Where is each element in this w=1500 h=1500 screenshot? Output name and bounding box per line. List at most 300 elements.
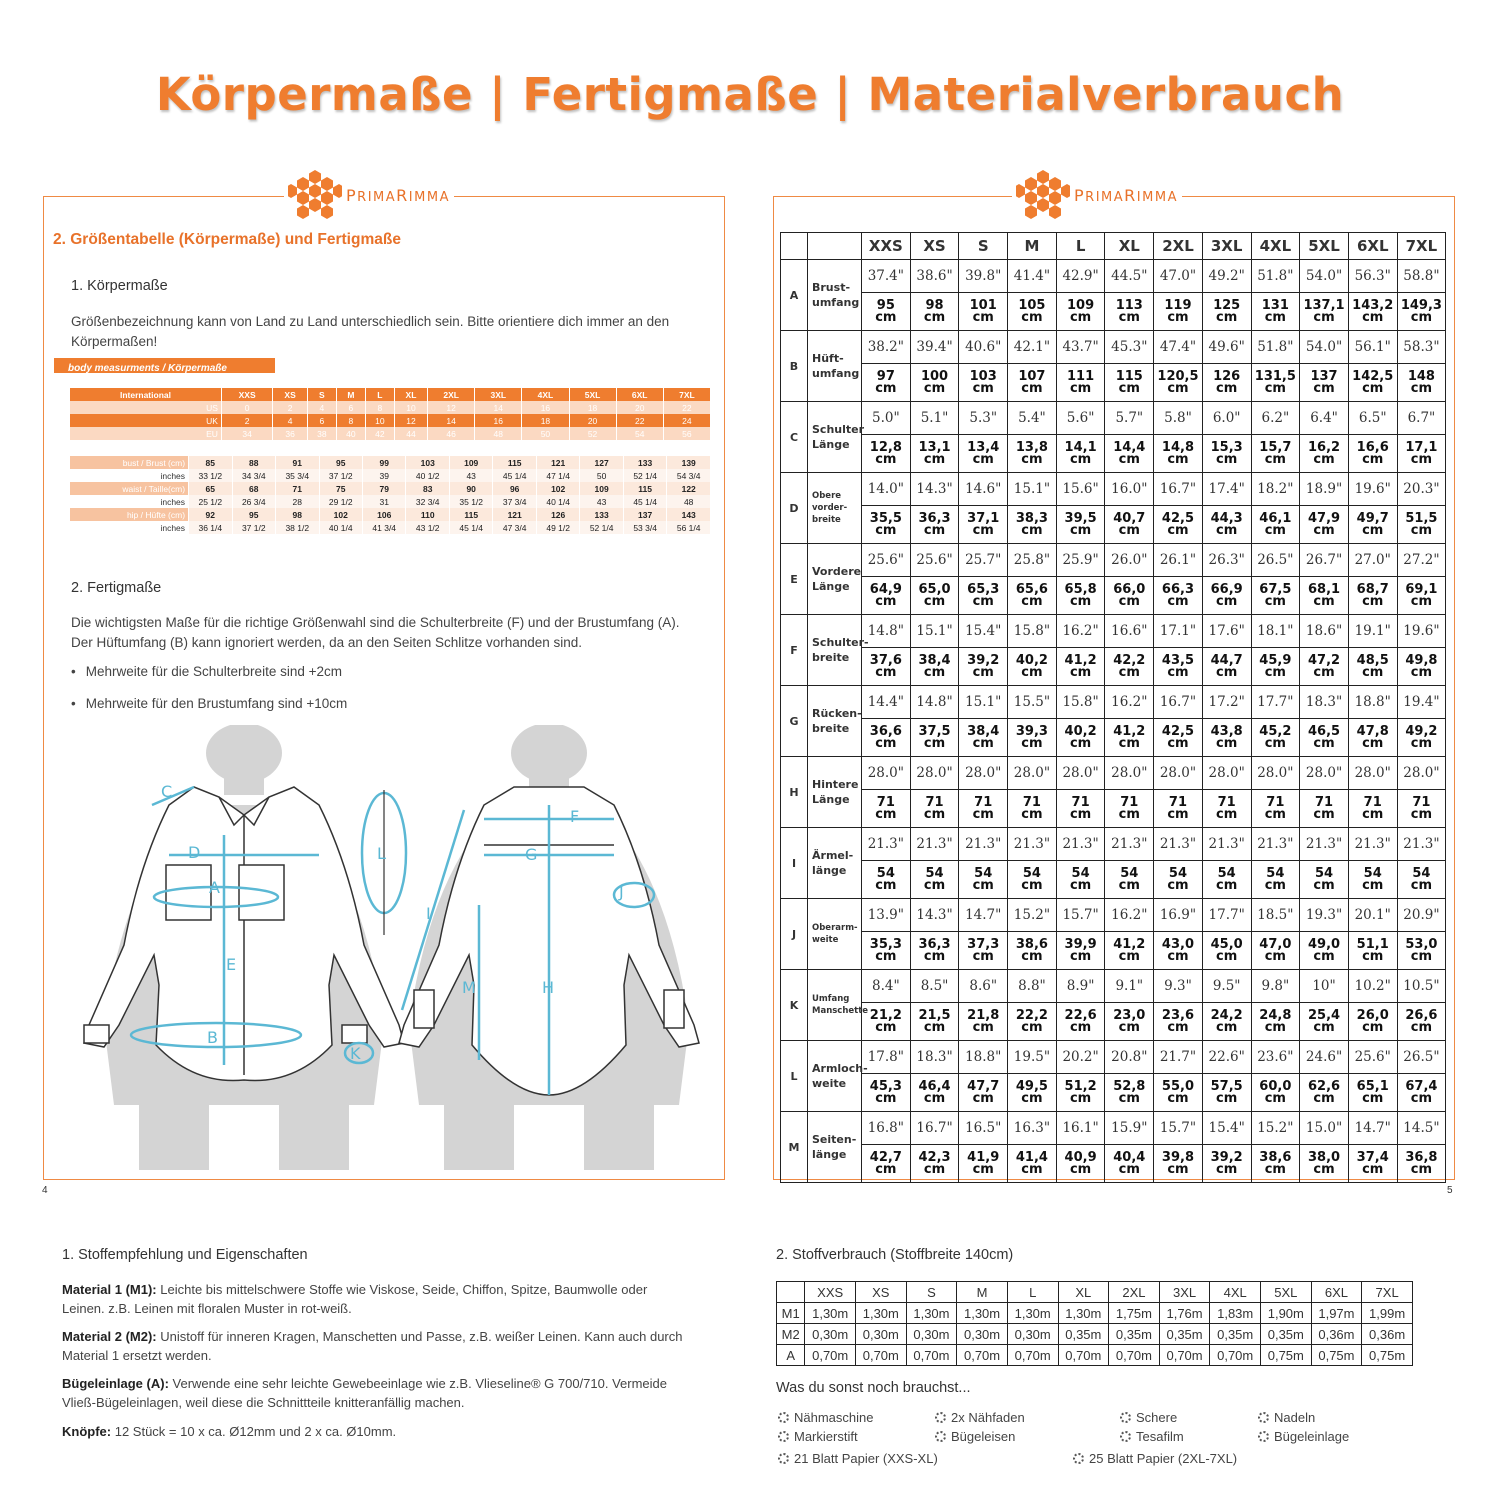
cm-unit: cm bbox=[1021, 806, 1043, 822]
cm-unit: cm bbox=[1264, 877, 1286, 893]
cm-cell bbox=[959, 861, 1008, 899]
cm-value: 43,0 bbox=[1161, 936, 1194, 952]
header-label: International bbox=[70, 388, 221, 401]
cm-value: 54 bbox=[1120, 865, 1139, 881]
cm-value: 98 bbox=[925, 297, 944, 313]
cm-value: 148 bbox=[1407, 368, 1435, 384]
cm-unit: cm bbox=[1216, 1019, 1238, 1035]
measurement-value: 68 bbox=[233, 482, 275, 495]
cm-unit: cm bbox=[1069, 735, 1092, 751]
fabric-item bbox=[62, 1280, 692, 1318]
conversion-value: 14 bbox=[428, 414, 474, 427]
inch-value: 15.2" bbox=[1251, 1112, 1300, 1145]
cm-unit: cm bbox=[972, 522, 994, 538]
consumption-value: 1,30m bbox=[856, 1303, 907, 1324]
cm-value: 60,0 bbox=[1259, 1078, 1292, 1094]
inch-value: 16.9" bbox=[1154, 899, 1203, 932]
consumption-value: 0,75m bbox=[1311, 1345, 1362, 1366]
inch-value: 18.2" bbox=[1251, 473, 1300, 506]
conversion-value: 6 bbox=[308, 414, 336, 427]
cm-value: 40,9 bbox=[1064, 1149, 1097, 1165]
cm-cell bbox=[910, 506, 959, 544]
consumption-value: 0,30m bbox=[957, 1324, 1008, 1345]
cm-cell bbox=[1154, 506, 1203, 544]
consumption-size: M bbox=[957, 1282, 1008, 1303]
cm-unit: cm bbox=[1410, 735, 1433, 751]
cm-cell bbox=[862, 364, 911, 402]
measurement-name bbox=[808, 828, 862, 899]
inch-value: 21.3" bbox=[862, 828, 911, 861]
cm-cell bbox=[1008, 1145, 1057, 1183]
label-f: F bbox=[570, 807, 580, 826]
inch-value: 17.4" bbox=[1202, 473, 1251, 506]
cm-value: 17,1 bbox=[1405, 439, 1438, 455]
measurement-inch-row bbox=[781, 402, 1446, 435]
inch-value: 17.2" bbox=[1202, 686, 1251, 719]
cm-unit: cm bbox=[972, 948, 994, 964]
cm-unit: cm bbox=[1264, 735, 1286, 751]
cm-value: 69,1 bbox=[1405, 581, 1438, 597]
cm-cell bbox=[1397, 435, 1446, 473]
cm-value: 142,5 bbox=[1352, 368, 1394, 384]
consumption-size: S bbox=[906, 1282, 957, 1303]
cm-cell bbox=[1154, 1003, 1203, 1041]
cm-cell bbox=[862, 1145, 911, 1183]
cm-cell bbox=[1397, 790, 1446, 828]
cm-cell bbox=[1202, 648, 1251, 686]
inch-value: 41.4" bbox=[1008, 260, 1057, 293]
inch-value: 5.7" bbox=[1105, 402, 1154, 435]
brand-logo-right bbox=[1012, 168, 1182, 222]
measurement-letter: K bbox=[781, 970, 808, 1041]
cm-value: 38,4 bbox=[918, 652, 951, 668]
inch-value: 16.5" bbox=[959, 1112, 1008, 1145]
cm-unit: cm bbox=[1021, 1090, 1043, 1106]
cm-cell bbox=[1154, 1074, 1203, 1112]
inch-value: 16.6" bbox=[1105, 615, 1154, 648]
inch-value: 21.3" bbox=[1008, 828, 1057, 861]
cm-cell bbox=[959, 648, 1008, 686]
measurement-value: 38 1/2 bbox=[276, 521, 318, 534]
conversion-value: 18 bbox=[570, 401, 616, 414]
cm-value: 101 bbox=[969, 297, 997, 313]
inch-value: 9.5" bbox=[1202, 970, 1251, 1003]
logo-letter: M bbox=[1101, 189, 1114, 205]
consumption-value: 0,35m bbox=[1058, 1324, 1109, 1345]
consumption-value: 1,30m bbox=[805, 1303, 856, 1324]
cm-unit: cm bbox=[875, 664, 897, 680]
cm-cell bbox=[1251, 861, 1300, 899]
cm-cell bbox=[1300, 861, 1349, 899]
inch-value: 18.3" bbox=[1300, 686, 1349, 719]
label-m: M bbox=[462, 978, 476, 997]
cm-cell bbox=[1251, 932, 1300, 970]
cm-value: 54 bbox=[1314, 865, 1334, 881]
measurement-value: 45 1/4 bbox=[450, 521, 492, 534]
cm-cell bbox=[959, 1145, 1008, 1183]
conversion-value: 44 bbox=[395, 427, 427, 440]
inch-value: 45.3" bbox=[1105, 331, 1154, 364]
measurement-name bbox=[808, 1041, 868, 1112]
need-item bbox=[1120, 1410, 1177, 1425]
cm-unit: cm bbox=[875, 380, 897, 396]
measurement-value: 49 1/2 bbox=[537, 521, 579, 534]
measurement-inch-row bbox=[781, 828, 1446, 861]
cm-unit: cm bbox=[923, 806, 946, 822]
hexagon-logo-icon bbox=[288, 168, 342, 222]
inch-value: 28.0" bbox=[1056, 757, 1105, 790]
table-label-text: body measurments / Körpermaße bbox=[68, 363, 227, 374]
cm-unit: cm bbox=[1313, 1090, 1335, 1106]
cm-value: 37,6 bbox=[869, 652, 902, 668]
cm-value: 25,4 bbox=[1307, 1007, 1341, 1023]
cm-cell bbox=[959, 435, 1008, 473]
consumption-size: 2XL bbox=[1109, 1282, 1160, 1303]
measurement-letter: I bbox=[781, 828, 808, 899]
inch-value: 28.0" bbox=[1105, 757, 1154, 790]
cm-unit: cm bbox=[1118, 735, 1140, 751]
measurement-name bbox=[808, 1112, 862, 1183]
measurement-cm-row bbox=[781, 1145, 1446, 1183]
cm-unit: cm bbox=[1167, 380, 1189, 396]
cm-unit: cm bbox=[1362, 309, 1384, 325]
conversion-value: 12 bbox=[428, 401, 474, 414]
inch-value: 16.2" bbox=[1105, 899, 1154, 932]
cm-cell bbox=[1008, 577, 1057, 615]
cm-value: 71 bbox=[1266, 794, 1285, 810]
cm-cell bbox=[1397, 1145, 1446, 1183]
inch-value: 9.1" bbox=[1105, 970, 1154, 1003]
inch-value: 25.7" bbox=[959, 544, 1008, 577]
cm-unit: cm bbox=[1021, 877, 1043, 893]
measurement-name-part: umfang bbox=[812, 367, 860, 380]
gear-icon bbox=[1120, 1431, 1131, 1442]
cm-unit: cm bbox=[923, 593, 946, 609]
measurement-value: 99 bbox=[363, 456, 405, 469]
conversion-value: 4 bbox=[308, 401, 336, 414]
measurement-letter: H bbox=[781, 757, 808, 828]
inch-value: 21.3" bbox=[959, 828, 1008, 861]
inch-value: 25.9" bbox=[1056, 544, 1105, 577]
conversion-row bbox=[70, 414, 710, 427]
inch-value: 16.3" bbox=[1008, 1112, 1057, 1145]
cm-value: 107 bbox=[1018, 368, 1046, 384]
cm-value: 71 bbox=[1314, 794, 1334, 810]
cm-cell bbox=[1056, 861, 1105, 899]
cm-unit: cm bbox=[1313, 735, 1335, 751]
measurement-cm-row bbox=[781, 435, 1446, 473]
cm-cell bbox=[1251, 577, 1300, 615]
cm-value: 21,5 bbox=[918, 1007, 951, 1023]
cm-value: 24,8 bbox=[1259, 1007, 1292, 1023]
cm-unit: cm bbox=[1118, 593, 1140, 609]
header-size: XS bbox=[273, 388, 307, 401]
cm-value: 97 bbox=[876, 368, 895, 384]
need-item-label: Tesafilm bbox=[1136, 1429, 1184, 1444]
inch-value: 28.0" bbox=[1348, 757, 1397, 790]
measurement-value: 34 3/4 bbox=[233, 469, 275, 482]
consumption-value: 0,30m bbox=[856, 1324, 907, 1345]
cm-cell bbox=[862, 1074, 911, 1112]
cm-cell bbox=[1202, 932, 1251, 970]
left-heading: 2. Größentabelle (Körpermaße) und Fertigmaße bbox=[53, 231, 401, 248]
cm-cell bbox=[1300, 648, 1349, 686]
header-size: 5XL bbox=[570, 388, 616, 401]
cm-cell bbox=[959, 293, 1008, 331]
inch-value: 20.9" bbox=[1397, 899, 1446, 932]
measurement-name-part: breite bbox=[812, 722, 850, 735]
conversion-value: 2 bbox=[273, 401, 307, 414]
cm-unit: cm bbox=[1313, 522, 1335, 538]
cm-value: 40,7 bbox=[1113, 510, 1146, 526]
cm-cell bbox=[1251, 364, 1300, 402]
table-label bbox=[54, 358, 275, 373]
consumption-row bbox=[777, 1324, 1413, 1345]
cm-value: 40,4 bbox=[1113, 1149, 1146, 1165]
cm-unit: cm bbox=[1021, 593, 1043, 609]
inch-value: 40.6" bbox=[959, 331, 1008, 364]
cm-value: 23,6 bbox=[1161, 1007, 1194, 1023]
cm-unit: cm bbox=[1118, 451, 1140, 467]
measurement-name bbox=[808, 686, 862, 757]
consumption-value: 0,35m bbox=[1261, 1324, 1312, 1345]
size-header-row bbox=[781, 233, 1446, 260]
cm-cell bbox=[1300, 932, 1349, 970]
inch-value: 15.0" bbox=[1300, 1112, 1349, 1145]
cm-cell bbox=[1300, 1145, 1349, 1183]
measurement-name-part: Manschette bbox=[812, 1006, 869, 1016]
inch-value: 14.7" bbox=[959, 899, 1008, 932]
cm-cell bbox=[862, 719, 911, 757]
inch-value: 8.5" bbox=[910, 970, 959, 1003]
consumption-size: XL bbox=[1058, 1282, 1109, 1303]
cm-cell bbox=[862, 506, 911, 544]
cm-cell bbox=[1008, 506, 1057, 544]
cm-unit: cm bbox=[1410, 806, 1433, 822]
measurement-value: 98 bbox=[276, 508, 318, 521]
header-size: L bbox=[366, 388, 394, 401]
cm-cell bbox=[1202, 1074, 1251, 1112]
section1-text: Größenbezeichnung kann von Land zu Land unterschiedlich sein. Bitte orientiere dich immer an den Körpermaßen! bbox=[71, 314, 670, 349]
measurement-inch-row bbox=[781, 331, 1446, 364]
cm-unit: cm bbox=[923, 451, 946, 467]
consumption-value: 0,70m bbox=[1058, 1345, 1109, 1366]
cm-unit: cm bbox=[1362, 948, 1384, 964]
inch-value: 16.7" bbox=[910, 1112, 959, 1145]
inch-value: 9.3" bbox=[1154, 970, 1203, 1003]
measurement-name-part: weite bbox=[812, 935, 839, 945]
inch-value: 16.1" bbox=[1056, 1112, 1105, 1145]
inch-value: 18.3" bbox=[910, 1041, 959, 1074]
conversion-value: 48 bbox=[475, 427, 521, 440]
cm-cell bbox=[1348, 719, 1397, 757]
cm-value: 46,5 bbox=[1307, 723, 1341, 739]
measurement-row bbox=[70, 456, 710, 469]
cm-unit: cm bbox=[1118, 1090, 1140, 1106]
inch-value: 51.8" bbox=[1251, 260, 1300, 293]
inch-value: 19.3" bbox=[1300, 899, 1349, 932]
consumption-row bbox=[777, 1303, 1413, 1324]
cm-unit: cm bbox=[972, 664, 994, 680]
measurement-label: inches bbox=[70, 521, 188, 534]
measurement-value: 83 bbox=[406, 482, 448, 495]
inch-value: 28.0" bbox=[1397, 757, 1446, 790]
cm-unit: cm bbox=[1118, 309, 1140, 325]
size-header: 2XL bbox=[1154, 233, 1203, 260]
inch-value: 21.3" bbox=[910, 828, 959, 861]
cm-cell bbox=[1300, 1074, 1349, 1112]
inch-value: 27.0" bbox=[1348, 544, 1397, 577]
consumption-row bbox=[777, 1345, 1413, 1366]
cm-value: 16,6 bbox=[1356, 439, 1389, 455]
cm-cell bbox=[1105, 1003, 1154, 1041]
cm-unit: cm bbox=[972, 806, 994, 822]
inch-value: 44.5" bbox=[1105, 260, 1154, 293]
measurement-value: 137 bbox=[624, 508, 666, 521]
measurement-value: 79 bbox=[363, 482, 405, 495]
cm-cell bbox=[1397, 506, 1446, 544]
cm-value: 66,0 bbox=[1113, 581, 1146, 597]
cm-value: 71 bbox=[1071, 794, 1090, 810]
cm-value: 65,1 bbox=[1356, 1078, 1389, 1094]
inch-value: 21.3" bbox=[1348, 828, 1397, 861]
consumption-value: 0,36m bbox=[1311, 1324, 1362, 1345]
measurement-value: 115 bbox=[493, 456, 535, 469]
cm-cell bbox=[1008, 648, 1057, 686]
inch-value: 8.4" bbox=[862, 970, 911, 1003]
cm-unit: cm bbox=[1069, 1090, 1092, 1106]
measurement-value: 90 bbox=[450, 482, 492, 495]
cm-value: 54 bbox=[925, 865, 944, 881]
cm-unit: cm bbox=[1264, 380, 1286, 396]
cm-value: 65,3 bbox=[967, 581, 1000, 597]
measurement-value: 54 3/4 bbox=[667, 469, 710, 482]
cm-value: 44,7 bbox=[1210, 652, 1243, 668]
inch-value: 18.8" bbox=[959, 1041, 1008, 1074]
gear-icon bbox=[935, 1412, 946, 1423]
cm-value: 71 bbox=[1363, 794, 1382, 810]
measurement-value: 65 bbox=[189, 482, 231, 495]
conversion-value: 14 bbox=[475, 401, 521, 414]
cm-unit: cm bbox=[1021, 664, 1043, 680]
conversion-value: 22 bbox=[664, 401, 710, 414]
cm-value: 37,5 bbox=[918, 723, 951, 739]
measurement-letter: J bbox=[781, 899, 808, 970]
measurement-value: 95 bbox=[233, 508, 275, 521]
cm-unit: cm bbox=[1410, 451, 1433, 467]
cm-cell bbox=[1056, 648, 1105, 686]
cm-unit: cm bbox=[1313, 451, 1335, 467]
cm-cell bbox=[1105, 506, 1154, 544]
label-b: B bbox=[207, 1028, 218, 1047]
cm-value: 105 bbox=[1018, 297, 1046, 313]
cm-cell bbox=[1251, 648, 1300, 686]
cm-value: 39,2 bbox=[967, 652, 1000, 668]
logo-letter: R bbox=[357, 189, 368, 205]
measurement-name-part: Vordere bbox=[812, 565, 862, 578]
cm-cell bbox=[1056, 577, 1105, 615]
measurement-value: 40 1/4 bbox=[320, 521, 362, 534]
inch-value: 5.4" bbox=[1008, 402, 1057, 435]
cm-cell bbox=[910, 577, 959, 615]
inch-value: 21.3" bbox=[1251, 828, 1300, 861]
consumption-value: 0,35m bbox=[1159, 1324, 1210, 1345]
inch-value: 16.0" bbox=[1105, 473, 1154, 506]
label-j: J bbox=[619, 882, 624, 901]
consumption-value: 1,97m bbox=[1311, 1303, 1362, 1324]
cm-unit: cm bbox=[1313, 380, 1335, 396]
inch-value: 38.2" bbox=[862, 331, 911, 364]
cm-unit: cm bbox=[1362, 735, 1384, 751]
size-header: XS bbox=[910, 233, 959, 260]
cm-unit: cm bbox=[972, 451, 994, 467]
cm-unit: cm bbox=[875, 593, 897, 609]
cm-unit: cm bbox=[1167, 309, 1189, 325]
inch-value: 22.6" bbox=[1202, 1041, 1251, 1074]
measurement-inch-row bbox=[781, 1041, 1446, 1074]
cm-unit: cm bbox=[1216, 309, 1238, 325]
measurement-value: 121 bbox=[493, 508, 535, 521]
cm-value: 67,5 bbox=[1259, 581, 1292, 597]
measurement-letter: D bbox=[781, 473, 808, 544]
conversion-value: 20 bbox=[570, 414, 616, 427]
cm-value: 49,2 bbox=[1405, 723, 1438, 739]
cm-unit: cm bbox=[1264, 451, 1286, 467]
consumption-label: A bbox=[777, 1345, 805, 1366]
logo-letter: A bbox=[1113, 189, 1125, 205]
logo-letter: A bbox=[439, 189, 450, 205]
cm-cell bbox=[1251, 719, 1300, 757]
conversion-row bbox=[70, 427, 710, 440]
measurement-value: 133 bbox=[580, 508, 622, 521]
cm-cell bbox=[1202, 435, 1251, 473]
conversion-value: 4 bbox=[273, 414, 307, 427]
consumption-value: 1,99m bbox=[1362, 1303, 1413, 1324]
cm-value: 111 bbox=[1067, 368, 1095, 384]
inch-value: 58.8" bbox=[1397, 260, 1446, 293]
bullet-2 bbox=[71, 694, 347, 714]
cm-value: 13,8 bbox=[1015, 439, 1048, 455]
measurement-value: 109 bbox=[450, 456, 492, 469]
conversion-value: 12 bbox=[395, 414, 427, 427]
cm-value: 71 bbox=[1412, 794, 1431, 810]
consumption-label: M2 bbox=[777, 1324, 805, 1345]
measurement-value: 37 1/2 bbox=[320, 469, 362, 482]
inch-value: 8.6" bbox=[959, 970, 1008, 1003]
cm-cell bbox=[1105, 932, 1154, 970]
inch-value: 54.0" bbox=[1300, 331, 1349, 364]
cm-cell bbox=[959, 790, 1008, 828]
measurement-name-part: Brust- bbox=[812, 281, 851, 294]
measurement-cm-row bbox=[781, 861, 1446, 899]
measurement-name-part: Hintere bbox=[812, 778, 859, 791]
inch-value: 28.0" bbox=[1300, 757, 1349, 790]
inch-value: 42.9" bbox=[1056, 260, 1105, 293]
measurement-name bbox=[808, 970, 869, 1041]
cm-cell bbox=[1348, 506, 1397, 544]
conversion-value: 56 bbox=[664, 427, 710, 440]
size-header: 3XL bbox=[1202, 233, 1251, 260]
cm-unit: cm bbox=[1216, 664, 1238, 680]
finished-measurements-table bbox=[780, 232, 1446, 1183]
cm-value: 65,6 bbox=[1015, 581, 1048, 597]
cm-cell bbox=[1056, 1074, 1105, 1112]
inch-value: 5.6" bbox=[1056, 402, 1105, 435]
inch-value: 20.2" bbox=[1056, 1041, 1105, 1074]
conversion-value: 18 bbox=[522, 414, 568, 427]
cm-cell bbox=[910, 932, 959, 970]
label-k: K bbox=[350, 1044, 361, 1063]
